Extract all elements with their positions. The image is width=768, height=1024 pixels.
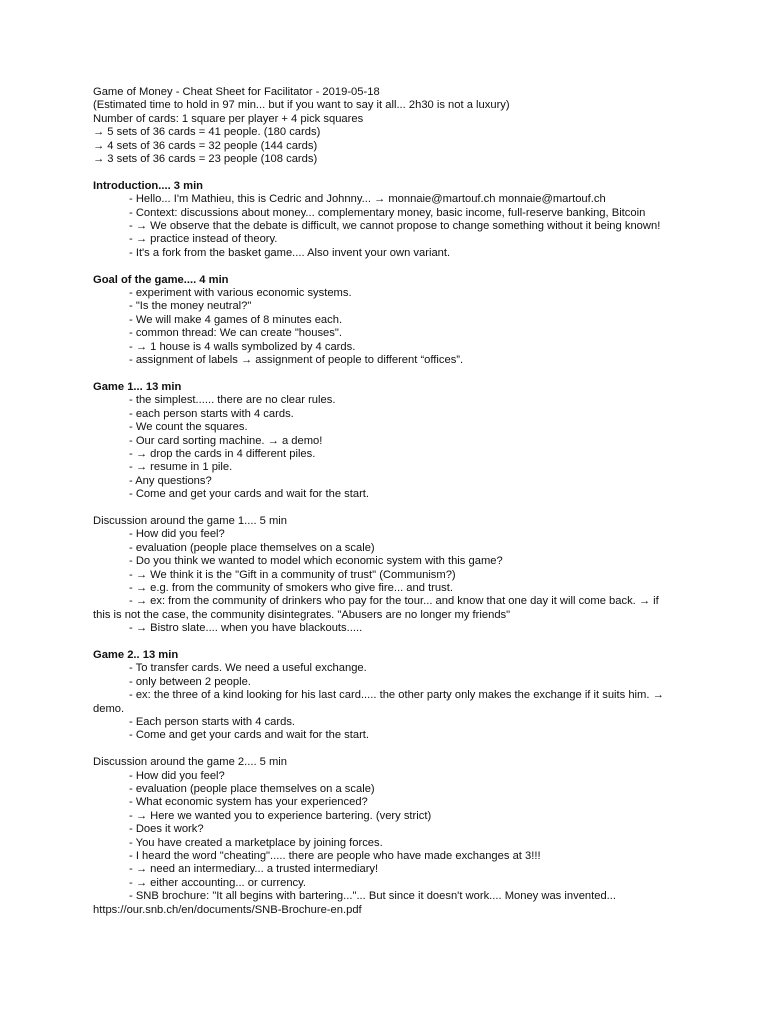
list-item: - What economic system has your experienced? [129,796,368,809]
list-item: - each person starts with 4 cards. [129,407,294,420]
list-item: - SNB brochure: "It all begins with bartering..."... But since it doesn't work.... Money was invented... https://our.snb.ch/en/documents/SNB-Brochure-en.pdf [93,890,617,916]
section-introduction [93,180,675,260]
card-set-line: → 5 sets of 36 cards = 41 people. (180 cards) [93,126,321,139]
spacer [93,743,675,756]
spacer [93,368,675,381]
section-heading: Discussion around the game 1.... 5 min [93,514,288,527]
list-item: - common thread: We can create "houses". [129,327,342,340]
section-heading: Game 1... 13 min [93,380,182,393]
list-item: - To transfer cards. We need a useful exchange. [129,662,367,675]
section-goal [93,274,675,368]
list-item: - ex: the three of a kind looking for his last card..... the other party only makes the exchange if it suits him. → demo. [93,689,664,715]
list-item: - Come and get your cards and wait for the start. [129,488,370,501]
list-item: - → We observe that the debate is difficult, we cannot propose to change something without it being known! [129,220,661,233]
list-item: - → either accounting... or currency. [129,876,306,889]
list-item: - only between 2 people. [129,675,251,688]
spacer [93,260,675,273]
list-item: - → resume in 1 pile. [129,461,233,474]
section-game-1 [93,381,675,502]
list-item: - We will make 4 games of 8 minutes each. [129,313,343,326]
spacer [93,166,675,179]
card-set-line: → 4 sets of 36 cards = 32 people (144 cards) [93,139,318,152]
list-item: - evaluation (people place themselves on a scale) [129,541,375,554]
card-set-line: → 3 sets of 36 cards = 23 people (108 cards) [93,153,318,166]
list-item: - assignment of labels → assignment of people to different “offices”. [129,354,464,367]
list-item: - → Here we wanted you to experience bartering. (very strict) [129,809,432,822]
list-item: - Come and get your cards and wait for the start. [129,729,370,742]
list-item: - evaluation (people place themselves on a scale) [129,783,375,796]
list-item: - → Bistro slate.... when you have blackouts..... [129,622,363,635]
list-item: - How did you feel? [129,528,225,541]
list-item: - → ex: from the community of drinkers who pay for the tour... and know that one day it will come back. → if this is not the case, the community disintegrates. "Abusers are no longer my friends" [93,595,659,621]
list-item: - Our card sorting machine. → a demo! [129,434,323,447]
list-item: - How did you feel? [129,769,225,782]
list-item: - Each person starts with 4 cards. [129,716,296,729]
section-game-2 [93,649,675,743]
doc-title: Game of Money - Cheat Sheet for Facilitator - 2019-05-18 [93,86,380,98]
list-item: - → 1 house is 4 walls symbolized by 4 cards. [129,340,356,353]
document-page [93,86,675,917]
list-item: - → practice instead of theory. [129,233,278,246]
spacer [93,502,675,515]
list-item: - You have created a marketplace by joining forces. [129,836,383,849]
header-block [93,86,675,166]
list-item: - → e.g. from the community of smokers who give fire... and trust. [129,581,453,594]
section-heading: Introduction.... 3 min [93,179,204,192]
section-heading: Goal of the game.... 4 min [93,273,229,286]
list-item: - experiment with various economic systems. [129,287,352,300]
list-item: - We count the squares. [129,421,248,434]
list-item: - the simplest...... there are no clear rules. [129,394,336,407]
list-item: - Any questions? [129,474,212,487]
list-item: - → need an intermediary... a trusted intermediary! [129,863,379,876]
section-heading: Game 2.. 13 min [93,648,179,661]
list-item: - It's a fork from the basket game.... Also invent your own variant. [129,246,451,259]
spacer [93,636,675,649]
section-heading: Discussion around the game 2.... 5 min [93,756,288,769]
list-item: - Do you think we wanted to model which economic system with this game? [129,555,503,568]
section-discussion-2 [93,756,675,917]
list-item: - "Is the money neutral?" [129,300,252,313]
number-of-cards-line: Number of cards: 1 square per player + 4 pick squares [93,112,364,125]
list-item: - Does it work? [129,823,204,836]
estimated-time-line: (Estimated time to hold in 97 min... but if you want to say it all... 2h30 is not a luxury) [93,99,510,112]
section-discussion-1 [93,515,675,636]
list-item: - Context: discussions about money... complementary money, basic income, full-reserve banking, Bitcoin [129,206,646,219]
list-item: - → drop the cards in 4 different piles. [129,447,316,460]
list-item: - Hello... I'm Mathieu, this is Cedric and Johnny... → monnaie@martouf.ch monnaie@martouf.ch [129,193,606,206]
list-item: - I heard the word "cheating"..... there are people who have made exchanges at 3!!! [129,850,541,863]
list-item: - → We think it is the "Gift in a community of trust" (Communism?) [129,568,456,581]
